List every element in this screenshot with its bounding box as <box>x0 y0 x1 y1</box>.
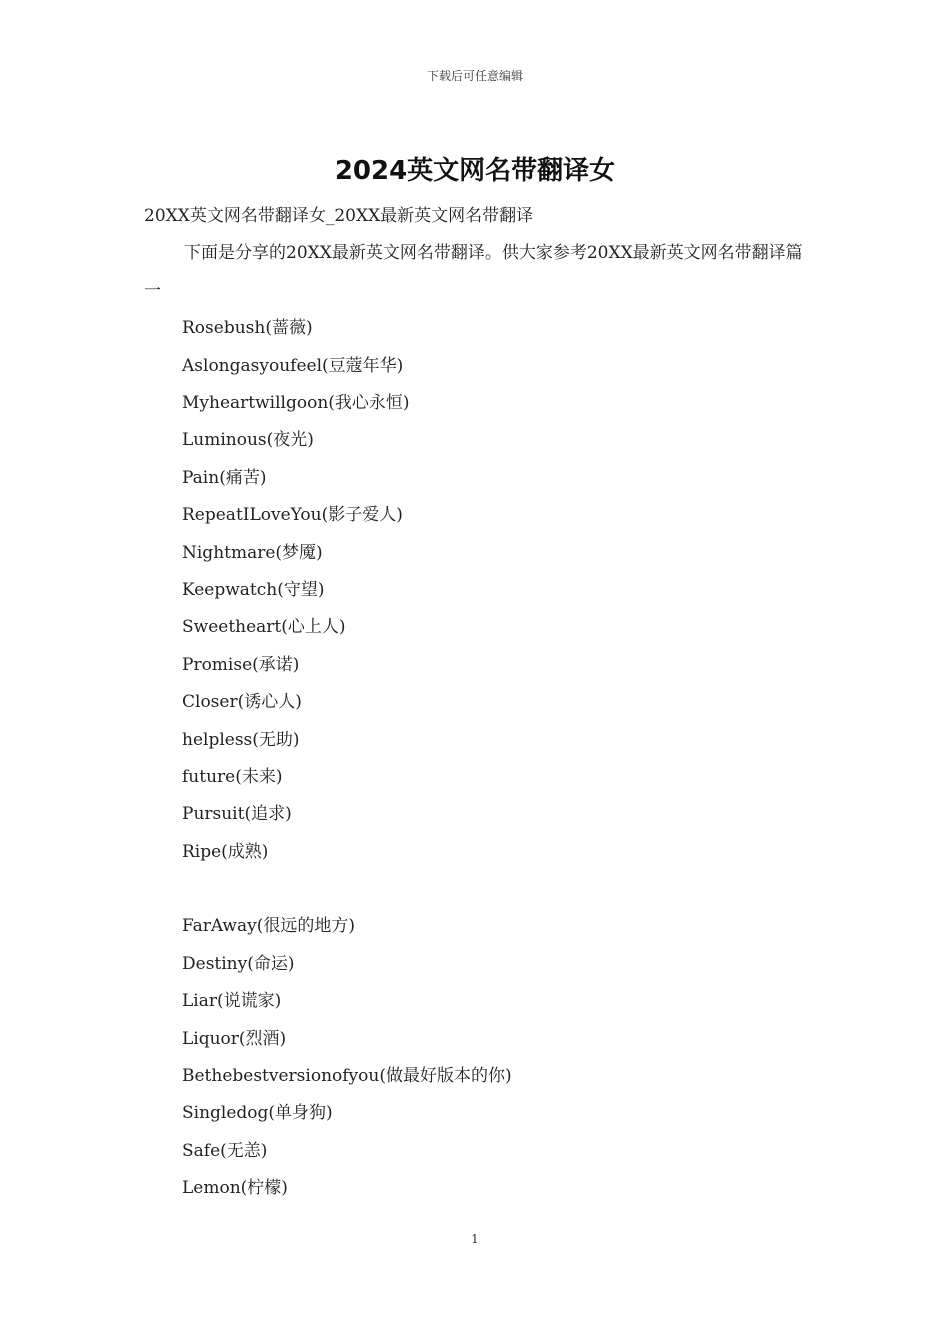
list-item: Promise(承诺) <box>182 654 300 675</box>
document-body <box>144 198 816 1208</box>
list-item: Lemon(柠檬) <box>182 1178 288 1199</box>
list-item: Pursuit(追求) <box>182 804 292 825</box>
list-item: future(未来) <box>182 766 283 787</box>
list-item: Keepwatch(守望) <box>182 579 325 600</box>
list-item: Destiny(命运) <box>182 953 295 974</box>
name-list-group-1 <box>144 310 816 908</box>
list-item: FarAway(很远的地方) <box>182 916 355 937</box>
list-item: RepeatILoveYou(影子爱人) <box>182 505 403 526</box>
header-note: 下载后可任意编辑 <box>426 69 523 83</box>
list-item: Ripe(成熟) <box>182 841 269 862</box>
blank-line <box>182 871 816 908</box>
list-item: Luminous(夜光) <box>182 430 314 451</box>
list-item: Myheartwillgoon(我心永恒) <box>182 392 410 413</box>
list-item: Closer(诱心人) <box>182 692 302 713</box>
name-list-group-2 <box>144 908 816 1207</box>
list-item: Sweetheart(心上人) <box>182 617 346 638</box>
list-item: Aslongasyoufeel(豆蔻年华) <box>182 355 404 376</box>
page-number: 1 <box>471 1232 479 1246</box>
intro-paragraph: 下面是分享的20XX最新英文网名带翻译。供大家参考20XX最新英文网名带翻译篇一 <box>144 243 803 301</box>
document-subtitle: 20XX英文网名带翻译女_20XX最新英文网名带翻译 <box>144 206 534 226</box>
list-item: Liquor(烈酒) <box>182 1028 287 1049</box>
list-item: Rosebush(蔷薇) <box>182 318 313 339</box>
list-item: Nightmare(梦魇) <box>182 542 323 563</box>
list-item: helpless(无助) <box>182 729 300 750</box>
document-title: 2024英文网名带翻译女 <box>334 156 616 186</box>
list-item: Bethebestversionofyou(做最好版本的你) <box>182 1066 512 1087</box>
list-item: Safe(无恙) <box>182 1140 268 1161</box>
list-item: Singledog(单身狗) <box>182 1103 333 1124</box>
list-item: Liar(说谎家) <box>182 991 282 1012</box>
list-item: Pain(痛苦) <box>182 467 267 488</box>
